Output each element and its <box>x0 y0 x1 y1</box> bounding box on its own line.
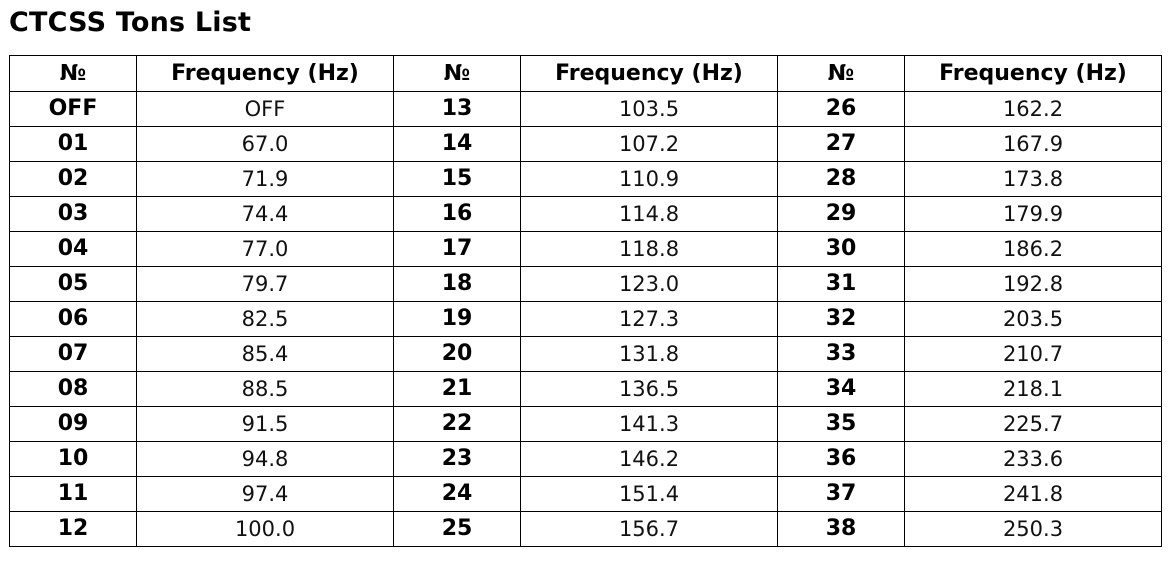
tone-number: 33 <box>778 337 905 372</box>
table-header-row <box>10 56 1162 92</box>
table-row <box>10 232 1162 267</box>
tone-frequency: 88.5 <box>137 372 394 407</box>
tone-frequency: 131.8 <box>521 337 778 372</box>
table-row <box>10 477 1162 512</box>
tone-frequency: 210.7 <box>905 337 1162 372</box>
header-number: № <box>394 56 521 92</box>
table-body <box>10 92 1162 547</box>
tone-number: 19 <box>394 302 521 337</box>
header-frequency: Frequency (Hz) <box>521 56 778 92</box>
tone-frequency: 186.2 <box>905 232 1162 267</box>
tone-number: 21 <box>394 372 521 407</box>
tone-number: 06 <box>10 302 137 337</box>
tone-frequency: 146.2 <box>521 442 778 477</box>
tone-frequency: 173.8 <box>905 162 1162 197</box>
tone-frequency: 110.9 <box>521 162 778 197</box>
tone-frequency: OFF <box>137 92 394 127</box>
tone-number: 03 <box>10 197 137 232</box>
table-row <box>10 92 1162 127</box>
tone-frequency: 156.7 <box>521 512 778 547</box>
tone-number: 34 <box>778 372 905 407</box>
tone-number: 16 <box>394 197 521 232</box>
header-frequency: Frequency (Hz) <box>137 56 394 92</box>
tone-number: 20 <box>394 337 521 372</box>
tone-number: 37 <box>778 477 905 512</box>
table-row <box>10 267 1162 302</box>
tone-number: 12 <box>10 512 137 547</box>
tone-frequency: 100.0 <box>137 512 394 547</box>
ctcss-tones-table <box>9 55 1162 547</box>
tone-frequency: 127.3 <box>521 302 778 337</box>
tone-frequency: 151.4 <box>521 477 778 512</box>
tone-number: 23 <box>394 442 521 477</box>
tone-number: 15 <box>394 162 521 197</box>
tone-frequency: 118.8 <box>521 232 778 267</box>
tone-number: 09 <box>10 407 137 442</box>
tone-frequency: 107.2 <box>521 127 778 162</box>
header-number: № <box>10 56 137 92</box>
tone-number: 28 <box>778 162 905 197</box>
tone-frequency: 82.5 <box>137 302 394 337</box>
tone-number: 38 <box>778 512 905 547</box>
tone-number: 10 <box>10 442 137 477</box>
tone-number: 08 <box>10 372 137 407</box>
tone-number: 27 <box>778 127 905 162</box>
table-row <box>10 372 1162 407</box>
header-frequency: Frequency (Hz) <box>905 56 1162 92</box>
tone-number: OFF <box>10 92 137 127</box>
tone-frequency: 114.8 <box>521 197 778 232</box>
table-row <box>10 337 1162 372</box>
table-row <box>10 162 1162 197</box>
tone-frequency: 162.2 <box>905 92 1162 127</box>
table-row <box>10 197 1162 232</box>
tone-frequency: 77.0 <box>137 232 394 267</box>
tone-number: 17 <box>394 232 521 267</box>
tone-number: 13 <box>394 92 521 127</box>
tone-number: 30 <box>778 232 905 267</box>
tone-number: 04 <box>10 232 137 267</box>
tone-frequency: 94.8 <box>137 442 394 477</box>
tone-frequency: 241.8 <box>905 477 1162 512</box>
tone-frequency: 67.0 <box>137 127 394 162</box>
tone-number: 07 <box>10 337 137 372</box>
tone-frequency: 250.3 <box>905 512 1162 547</box>
tone-frequency: 71.9 <box>137 162 394 197</box>
tone-frequency: 192.8 <box>905 267 1162 302</box>
header-number: № <box>778 56 905 92</box>
tone-number: 22 <box>394 407 521 442</box>
tone-frequency: 74.4 <box>137 197 394 232</box>
tone-frequency: 167.9 <box>905 127 1162 162</box>
tone-number: 29 <box>778 197 905 232</box>
tone-frequency: 218.1 <box>905 372 1162 407</box>
tone-number: 32 <box>778 302 905 337</box>
tone-frequency: 79.7 <box>137 267 394 302</box>
tone-number: 11 <box>10 477 137 512</box>
tone-number: 18 <box>394 267 521 302</box>
tone-frequency: 141.3 <box>521 407 778 442</box>
tone-frequency: 233.6 <box>905 442 1162 477</box>
tone-number: 31 <box>778 267 905 302</box>
tone-frequency: 91.5 <box>137 407 394 442</box>
tone-number: 01 <box>10 127 137 162</box>
tone-number: 05 <box>10 267 137 302</box>
table-row <box>10 302 1162 337</box>
tone-frequency: 179.9 <box>905 197 1162 232</box>
tone-frequency: 203.5 <box>905 302 1162 337</box>
tone-frequency: 225.7 <box>905 407 1162 442</box>
tone-number: 14 <box>394 127 521 162</box>
tone-number: 35 <box>778 407 905 442</box>
tone-number: 26 <box>778 92 905 127</box>
table-row <box>10 512 1162 547</box>
tone-number: 24 <box>394 477 521 512</box>
tone-frequency: 85.4 <box>137 337 394 372</box>
tone-frequency: 136.5 <box>521 372 778 407</box>
table-row <box>10 127 1162 162</box>
tone-frequency: 103.5 <box>521 92 778 127</box>
tone-frequency: 123.0 <box>521 267 778 302</box>
tone-number: 36 <box>778 442 905 477</box>
table-row <box>10 442 1162 477</box>
page-title: CTCSS Tons List <box>9 7 252 38</box>
table-row <box>10 407 1162 442</box>
tone-number: 25 <box>394 512 521 547</box>
tone-number: 02 <box>10 162 137 197</box>
tone-frequency: 97.4 <box>137 477 394 512</box>
